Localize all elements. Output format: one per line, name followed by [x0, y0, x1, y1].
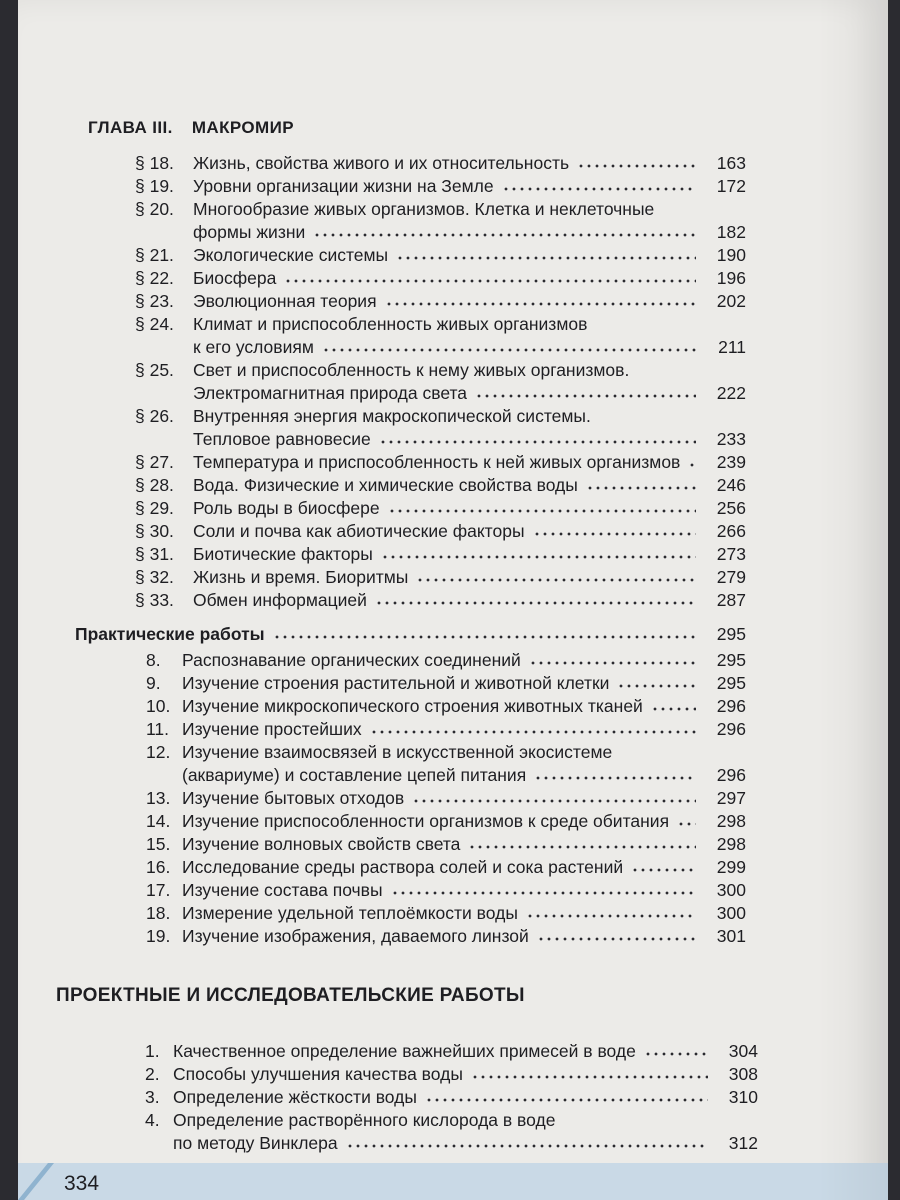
section-number: § 18.	[135, 153, 174, 173]
practical-item-title: Изучение простейших	[182, 719, 362, 739]
practical-item-leader-dots	[631, 864, 696, 874]
practical-item-leader-dots	[468, 841, 696, 851]
practical-item-title: Изучение волновых свойств света	[182, 834, 461, 854]
section-row	[135, 566, 746, 588]
section-number: § 20.	[135, 199, 174, 219]
project-item-number: 1.	[145, 1041, 160, 1061]
section-row	[135, 175, 746, 197]
section-title: Соли и почва как абиотические факторы	[193, 521, 525, 541]
practical-item-title: Изучение бытовых отходов	[182, 788, 405, 808]
practical-item-number: 11.	[146, 719, 170, 739]
chapter-title: МАКРОМИР	[191, 118, 294, 137]
section-number: § 32.	[135, 567, 174, 587]
section-page: 246	[716, 475, 746, 495]
section-title: Внутренняя энергия макроскопической системы.	[193, 406, 591, 426]
section-row	[135, 244, 746, 266]
practical-item-row	[146, 810, 746, 832]
section-row	[135, 267, 746, 289]
section-leader-dots	[416, 574, 696, 584]
project-item-page: 308	[728, 1064, 758, 1084]
section-title: Эволюционная теория	[193, 291, 377, 311]
section-row	[135, 382, 746, 404]
practical-item-number: 8.	[146, 650, 161, 670]
section-row	[135, 336, 746, 358]
section-leader-dots	[322, 344, 696, 354]
practical-item-page: 299	[716, 857, 746, 877]
project-item-number: 4.	[145, 1110, 160, 1130]
practical-item-title: (аквариуме) и составление цепей питания	[182, 765, 527, 785]
section-leader-dots	[688, 459, 696, 469]
practical-item-number: 13.	[146, 788, 171, 808]
project-item-row	[145, 1086, 758, 1108]
section-page: 211	[718, 337, 746, 357]
project-item-title: Определение жёсткости воды	[173, 1087, 417, 1107]
section-title: Тепловое равновесие	[193, 429, 371, 449]
practical-item-page: 295	[716, 650, 746, 670]
chapter-heading	[88, 118, 294, 138]
practical-item-number: 10.	[146, 696, 171, 716]
section-number: § 22.	[135, 268, 174, 288]
practical-item-page: 301	[716, 926, 746, 946]
practical-heading: Практические работы	[75, 624, 265, 644]
section-leader-dots	[381, 551, 696, 561]
project-item-number: 2.	[145, 1064, 160, 1084]
project-item-leader-dots	[644, 1048, 708, 1058]
practical-item-title: Изучение микроскопического строения животных тканей	[182, 696, 643, 716]
practical-item-number: 14.	[146, 811, 171, 831]
section-title: Экологические системы	[193, 245, 389, 265]
practical-item-leader-dots	[391, 887, 696, 897]
practical-item-number: 18.	[146, 903, 171, 923]
project-item-leader-dots	[346, 1140, 708, 1150]
section-number: § 30.	[135, 521, 174, 541]
section-row	[135, 359, 629, 381]
practical-item-leader-dots	[529, 657, 696, 667]
practical-item-row	[146, 833, 746, 855]
practical-item-page: 300	[716, 903, 746, 923]
section-title: Уровни организации жизни на Земле	[193, 176, 494, 196]
section-leader-dots	[313, 229, 696, 239]
section-leader-dots	[577, 160, 696, 170]
book-page	[18, 0, 888, 1200]
section-leader-dots	[284, 275, 696, 285]
practical-item-row	[146, 741, 612, 763]
practical-item-number: 17.	[146, 880, 171, 900]
section-page: 266	[716, 521, 746, 541]
section-leader-dots	[375, 597, 696, 607]
section-leader-dots	[475, 390, 696, 400]
section-row	[135, 405, 591, 427]
section-title: Обмен информацией	[193, 590, 367, 610]
practical-item-number: 16.	[146, 857, 171, 877]
practical-item-title: Изучение строения растительной и животной клетки	[182, 673, 610, 693]
section-leader-dots	[388, 505, 696, 515]
project-item-title: по методу Винклера	[173, 1133, 338, 1153]
section-row	[135, 589, 746, 611]
practical-item-row	[146, 672, 746, 694]
section-page: 172	[716, 176, 746, 196]
section-leader-dots	[502, 183, 696, 193]
section-page: 163	[716, 153, 746, 173]
project-item-title: Качественное определение важнейших примесей в воде	[173, 1041, 636, 1061]
project-item-leader-dots	[471, 1071, 708, 1081]
page-number: 334	[64, 1172, 100, 1195]
practical-item-leader-dots	[370, 726, 696, 736]
project-item-row	[145, 1109, 555, 1131]
section-title: Электромагнитная природа света	[193, 383, 468, 403]
practical-heading-page: 295	[716, 624, 746, 644]
section-title: Биотические факторы	[193, 544, 373, 564]
section-row	[135, 221, 746, 243]
practical-item-number: 15.	[146, 834, 171, 854]
section-number: § 19.	[135, 176, 174, 196]
chapter-number: ГЛАВА III.	[88, 118, 173, 137]
section-number: § 31.	[135, 544, 174, 564]
practical-item-page: 298	[716, 811, 746, 831]
section-number: § 25.	[135, 360, 174, 380]
section-page: 287	[716, 590, 746, 610]
section-number: § 21.	[135, 245, 174, 265]
practical-item-row	[146, 856, 746, 878]
section-row	[135, 543, 746, 565]
practical-item-number: 9.	[146, 673, 161, 693]
section-row	[135, 497, 746, 519]
practical-item-row	[146, 649, 746, 671]
section-title: Биосфера	[193, 268, 277, 288]
section-number: § 28.	[135, 475, 174, 495]
practical-item-leader-dots	[412, 795, 696, 805]
section-title: Многообразие живых организмов. Клетка и неклеточные	[193, 199, 655, 219]
projects-heading: ПРОЕКТНЫЕ И ИССЛЕДОВАТЕЛЬСКИЕ РАБОТЫ	[56, 985, 525, 1006]
section-row	[135, 428, 746, 450]
practical-item-page: 295	[716, 673, 746, 693]
practical-item-title: Изучение приспособленности организмов к среде обитания	[182, 811, 670, 831]
project-item-row	[145, 1132, 758, 1154]
practical-item-page: 300	[716, 880, 746, 900]
practical-item-leader-dots	[677, 818, 696, 828]
practical-item-title: Исследование среды раствора солей и сока растений	[182, 857, 624, 877]
section-title: Жизнь, свойства живого и их относительность	[193, 153, 570, 173]
section-page: 196	[716, 268, 746, 288]
project-item-page: 310	[728, 1087, 758, 1107]
project-item-title: Определение растворённого кислорода в воде	[173, 1110, 556, 1130]
section-number: § 29.	[135, 498, 174, 518]
section-title: Вода. Физические и химические свойства воды	[193, 475, 578, 495]
section-page: 182	[716, 222, 746, 242]
section-row	[135, 152, 746, 174]
section-page: 233	[716, 429, 746, 449]
section-leader-dots	[586, 482, 696, 492]
section-number: § 26.	[135, 406, 174, 426]
section-row	[135, 474, 746, 496]
section-title: Климат и приспособленность живых организмов	[193, 314, 588, 334]
section-title: Роль воды в биосфере	[193, 498, 380, 518]
practical-item-row	[146, 764, 746, 786]
section-leader-dots	[533, 528, 696, 538]
section-title: Жизнь и время. Биоритмы	[193, 567, 409, 587]
practical-item-number: 12.	[146, 742, 171, 762]
section-page: 273	[716, 544, 746, 564]
section-page: 239	[716, 452, 746, 472]
section-number: § 23.	[135, 291, 174, 311]
practical-item-leader-dots	[617, 680, 696, 690]
section-row	[135, 451, 746, 473]
project-item-row	[145, 1040, 758, 1062]
section-row	[135, 198, 654, 220]
practical-item-leader-dots	[526, 910, 696, 920]
practical-item-page: 296	[716, 719, 746, 739]
project-item-row	[145, 1063, 758, 1085]
section-leader-dots	[379, 436, 696, 446]
practical-heading-row	[75, 623, 746, 645]
practical-item-leader-dots	[534, 772, 696, 782]
practical-item-page: 297	[716, 788, 746, 808]
project-item-number: 3.	[145, 1087, 160, 1107]
practical-item-row	[146, 902, 746, 924]
practical-item-row	[146, 718, 746, 740]
section-title: Температура и приспособленность к ней живых организмов	[193, 452, 681, 472]
section-number: § 27.	[135, 452, 174, 472]
practical-item-page: 296	[716, 765, 746, 785]
practical-item-title: Измерение удельной теплоёмкости воды	[182, 903, 518, 923]
practical-item-title: Изучение состава почвы	[182, 880, 383, 900]
section-title: формы жизни	[193, 222, 306, 242]
section-title: к его условиям	[193, 337, 314, 357]
section-leader-dots	[385, 298, 696, 308]
section-page: 190	[716, 245, 746, 265]
project-item-title: Способы улучшения качества воды	[173, 1064, 463, 1084]
practical-item-number: 19.	[146, 926, 171, 946]
practical-item-row	[146, 879, 746, 901]
practical-leader-dots	[273, 631, 696, 641]
section-row	[135, 290, 746, 312]
section-page: 222	[716, 383, 746, 403]
section-number: § 33.	[135, 590, 174, 610]
project-item-page: 312	[728, 1133, 758, 1153]
section-page: 202	[716, 291, 746, 311]
practical-item-row	[146, 925, 746, 947]
section-page: 279	[716, 567, 746, 587]
section-leader-dots	[396, 252, 696, 262]
project-item-page: 304	[728, 1041, 758, 1061]
section-title: Свет и приспособленность к нему живых организмов.	[193, 360, 630, 380]
practical-item-title: Распознавание органических соединений	[182, 650, 521, 670]
practical-item-row	[146, 695, 746, 717]
section-page: 256	[716, 498, 746, 518]
section-row	[135, 520, 746, 542]
practical-item-page: 298	[716, 834, 746, 854]
practical-item-title: Изучение взаимосвязей в искусственной экосистеме	[182, 742, 613, 762]
practical-item-leader-dots	[651, 703, 696, 713]
practical-item-row	[146, 787, 746, 809]
practical-item-title: Изучение изображения, даваемого линзой	[182, 926, 529, 946]
practical-item-page: 296	[716, 696, 746, 716]
section-number: § 24.	[135, 314, 174, 334]
project-item-leader-dots	[425, 1094, 708, 1104]
section-row	[135, 313, 587, 335]
practical-item-leader-dots	[537, 933, 696, 943]
footer-band	[18, 1163, 888, 1200]
